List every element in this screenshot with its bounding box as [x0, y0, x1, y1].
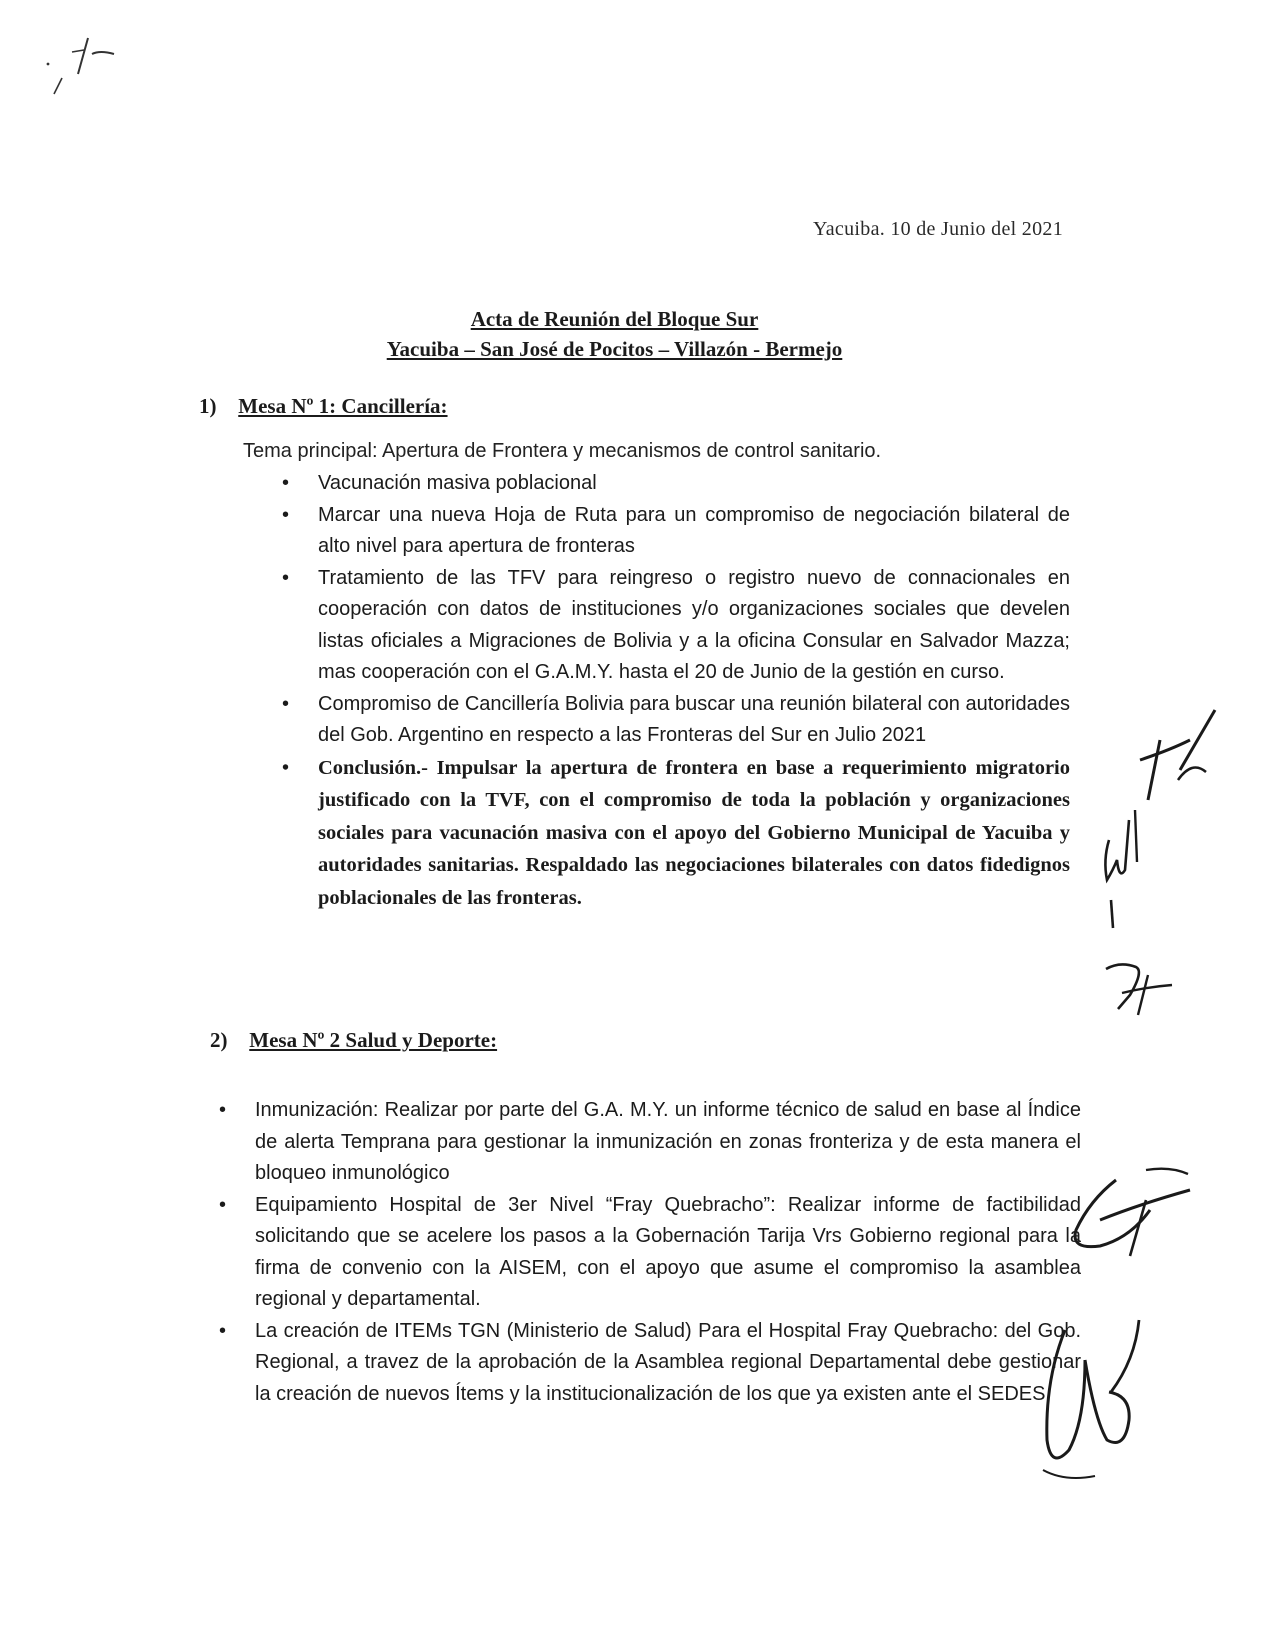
- handwritten-mark-top-left: [40, 30, 130, 100]
- list-item: • Equipamiento Hospital de 3er Nivel “Fray Quebracho”: Realizar informe de factibilidad solicitando que se acelere los pasos a la Gobernación Tarija Vrs Gobierno regional para la firma de convenio con la AISEM, con el apoyo que asume el compromiso la asamblea regional y departamental.: [255, 1190, 1081, 1316]
- list-item: • Inmunización: Realizar por parte del G.A. M.Y. un informe técnico de salud en base al Índice de alerta Temprana para gestionar la inmunización en zonas fronteriza y de esta manera el bloqueo inmunológico: [255, 1095, 1081, 1190]
- section-1-list: [318, 468, 1070, 914]
- list-item: • Vacunación masiva poblacional: [318, 468, 1070, 500]
- signature-initial-2: [1095, 800, 1155, 940]
- signature-initial-1: [1120, 700, 1230, 810]
- section-1-topic: Tema principal: Apertura de Frontera y mecanismos de control sanitario.: [243, 440, 882, 462]
- section-2-title: Mesa Nº 2 Salud y Deporte:: [249, 1028, 498, 1052]
- section-1-title: Mesa Nº 1: Cancillería:: [238, 394, 448, 418]
- list-item: • La creación de ITEMs TGN (Ministerio de Salud) Para el Hospital Fray Quebracho: del Gob. Regional, a travez de la aprobación de la Asamblea regional Departamental debe gestionar la creación de nuevos Ítems y la institucionalización de los que ya existen ante el SEDES.: [255, 1316, 1081, 1411]
- section-1-heading: [199, 394, 448, 419]
- list-item: • Compromiso de Cancillería Bolivia para buscar una reunión bilateral con autoridades del Gob. Argentino en respecto a las Fronteras del Sur en Julio 2021: [318, 689, 1070, 752]
- date-line: Yacuiba. 10 de Junio del 2021: [813, 218, 1063, 240]
- section-1-number: 1): [199, 394, 217, 418]
- list-item: • Tratamiento de las TFV para reingreso o registro nuevo de connacionales en cooperación con datos de instituciones y/o organizaciones sociales que develen listas oficiales a Migraciones de Bolivia y a la oficina Consular en Salvador Mazza; mas cooperación con el G.A.M.Y. hasta el 20 de Junio de la gestión en curso.: [318, 563, 1070, 689]
- signature-5: [1025, 1300, 1165, 1490]
- signature-4: [1060, 1160, 1200, 1270]
- document-title: Acta de Reunión del Bloque Sur: [470, 307, 759, 331]
- section-2-number: 2): [210, 1028, 228, 1052]
- list-item: • Marcar una nueva Hoja de Ruta para un compromiso de negociación bilateral de alto nivel para apertura de fronteras: [318, 500, 1070, 563]
- conclusion-item: • Conclusión.- Impulsar la apertura de frontera en base a requerimiento migratorio justificado con la TVF, con el compromiso de toda la población y organizaciones sociales para vacunación masiva con el apoyo del Gobierno Municipal de Yacuiba y autoridades sanitarias. Respaldado las negociaciones bilaterales con datos fidedignos poblacionales de las fronteras.: [318, 752, 1070, 915]
- section-2-list: [255, 1095, 1081, 1410]
- document-subtitle: Yacuiba – San José de Pocitos – Villazón - Bermejo: [386, 337, 843, 361]
- section-2-heading: [210, 1028, 497, 1053]
- signature-initial-3: [1100, 955, 1180, 1025]
